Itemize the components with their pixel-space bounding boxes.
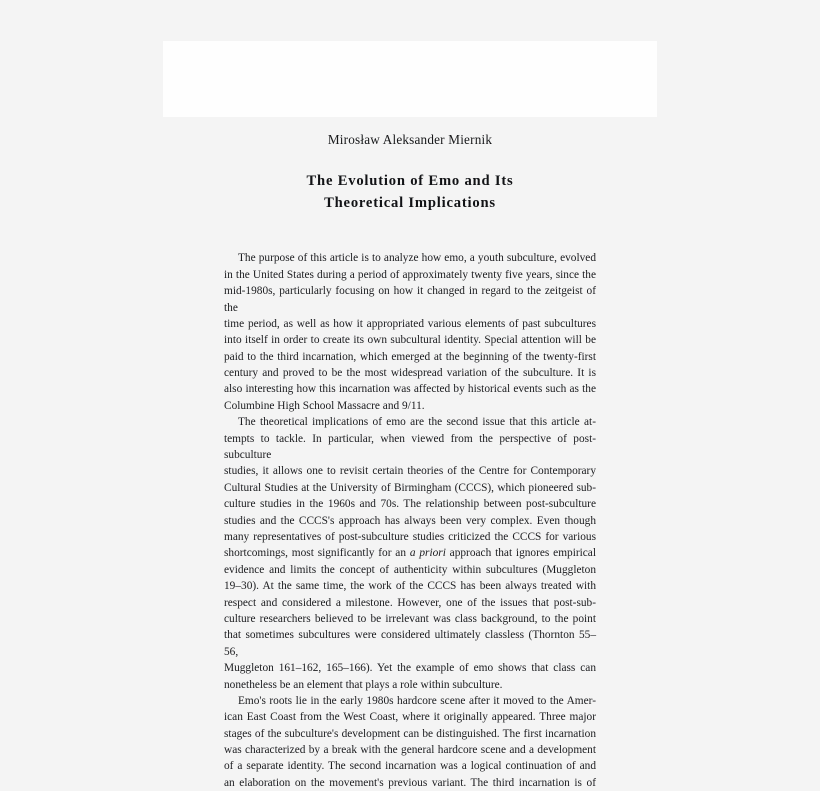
text-line: tempts to tackle. In particular, when viewed from the perspective of post-subculture <box>224 432 596 462</box>
text-line: of a separate identity. The second incarnation was a logical continuation of and <box>224 760 596 773</box>
paragraph-3 <box>224 693 596 791</box>
text-line-prefix: shortcomings, most significantly for an <box>224 547 410 560</box>
title-line-1: The Evolution of Emo and Its <box>306 173 514 189</box>
text-line: Emo's roots lie in the early 1980s hardcore scene after it moved to the Amer- <box>238 694 596 707</box>
text-line: into itself in order to create its own subcultural identity. Special attention will be <box>224 334 596 347</box>
page-header-banner <box>163 41 657 117</box>
paragraph-2 <box>224 414 596 693</box>
page-title <box>224 148 596 214</box>
text-line: evidence and limits the concept of authenticity within subcultures (Muggleton <box>224 563 596 576</box>
text-line: The purpose of this article is to analyze how emo, a youth subculture, evolved <box>238 252 596 265</box>
text-line: paid to the third incarnation, which emerged at the beginning of the twenty-first <box>224 350 596 363</box>
title-line-2: Theoretical Implications <box>324 195 496 212</box>
text-line: many representatives of post-subculture studies criticized the CCCS for various <box>224 530 596 543</box>
text-line: stages of the subculture's development can be distinguished. The first incarnation <box>224 727 596 740</box>
text-line: studies and the CCCS's approach has always been very complex. Even though <box>224 514 596 527</box>
text-line: Columbine High School Massacre and 9/11. <box>224 399 425 412</box>
text-line: ican East Coast from the West Coast, where it originally appeared. Three major <box>224 711 596 724</box>
body-text <box>224 214 596 791</box>
text-line-with-italic <box>224 545 596 561</box>
document-content <box>224 128 596 791</box>
text-line: was characterized by a break with the general hardcore scene and a development <box>224 744 596 757</box>
text-line: an elaboration on the movement's previous variant. The third incarnation is of <box>224 776 596 789</box>
text-line: that sometimes subcultures were considered ultimately classless (Thornton 55–56, <box>224 629 596 658</box>
text-line: mid-1980s, particularly focusing on how it changed in regard to the zeitgeist of the <box>224 285 596 314</box>
text-line: also interesting how this incarnation was affected by historical events such as the <box>224 383 596 396</box>
text-line: 19–30). At the same time, the work of the CCCS has been always treated with <box>224 580 596 593</box>
text-line: Muggleton 161–162, 165–166). Yet the example of emo shows that class can <box>224 662 596 675</box>
text-line: culture researchers believed to be irrelevant was class background, to the point <box>224 612 596 625</box>
text-line-suffix: approach that ignores empirical <box>445 547 596 560</box>
text-line: studies, it allows one to revisit certain theories of the Centre for Contemporary <box>224 465 596 478</box>
text-line: culture studies in the 1960s and 70s. The relationship between post-subculture <box>224 498 596 511</box>
text-line: in the United States during a period of approximately twenty five years, since the <box>224 268 596 281</box>
text-line: respect and considered a milestone. However, one of the issues that post-sub- <box>224 596 596 609</box>
text-line: The theoretical implications of emo are the second issue that this article at- <box>238 416 596 429</box>
author-name: Mirosław Aleksander Miernik <box>327 132 493 147</box>
italic-phrase: a priori <box>409 547 446 560</box>
text-line: nonetheless be an element that plays a role within subculture. <box>224 678 503 691</box>
text-line: century and proved to be the most widespread variation of the subculture. It is <box>224 367 596 380</box>
text-line: time period, as well as how it appropriated various elements of past subcultures <box>224 317 596 330</box>
paragraph-1 <box>224 250 596 414</box>
text-line: Cultural Studies at the University of Birmingham (CCCS), which pioneered sub- <box>224 481 596 494</box>
